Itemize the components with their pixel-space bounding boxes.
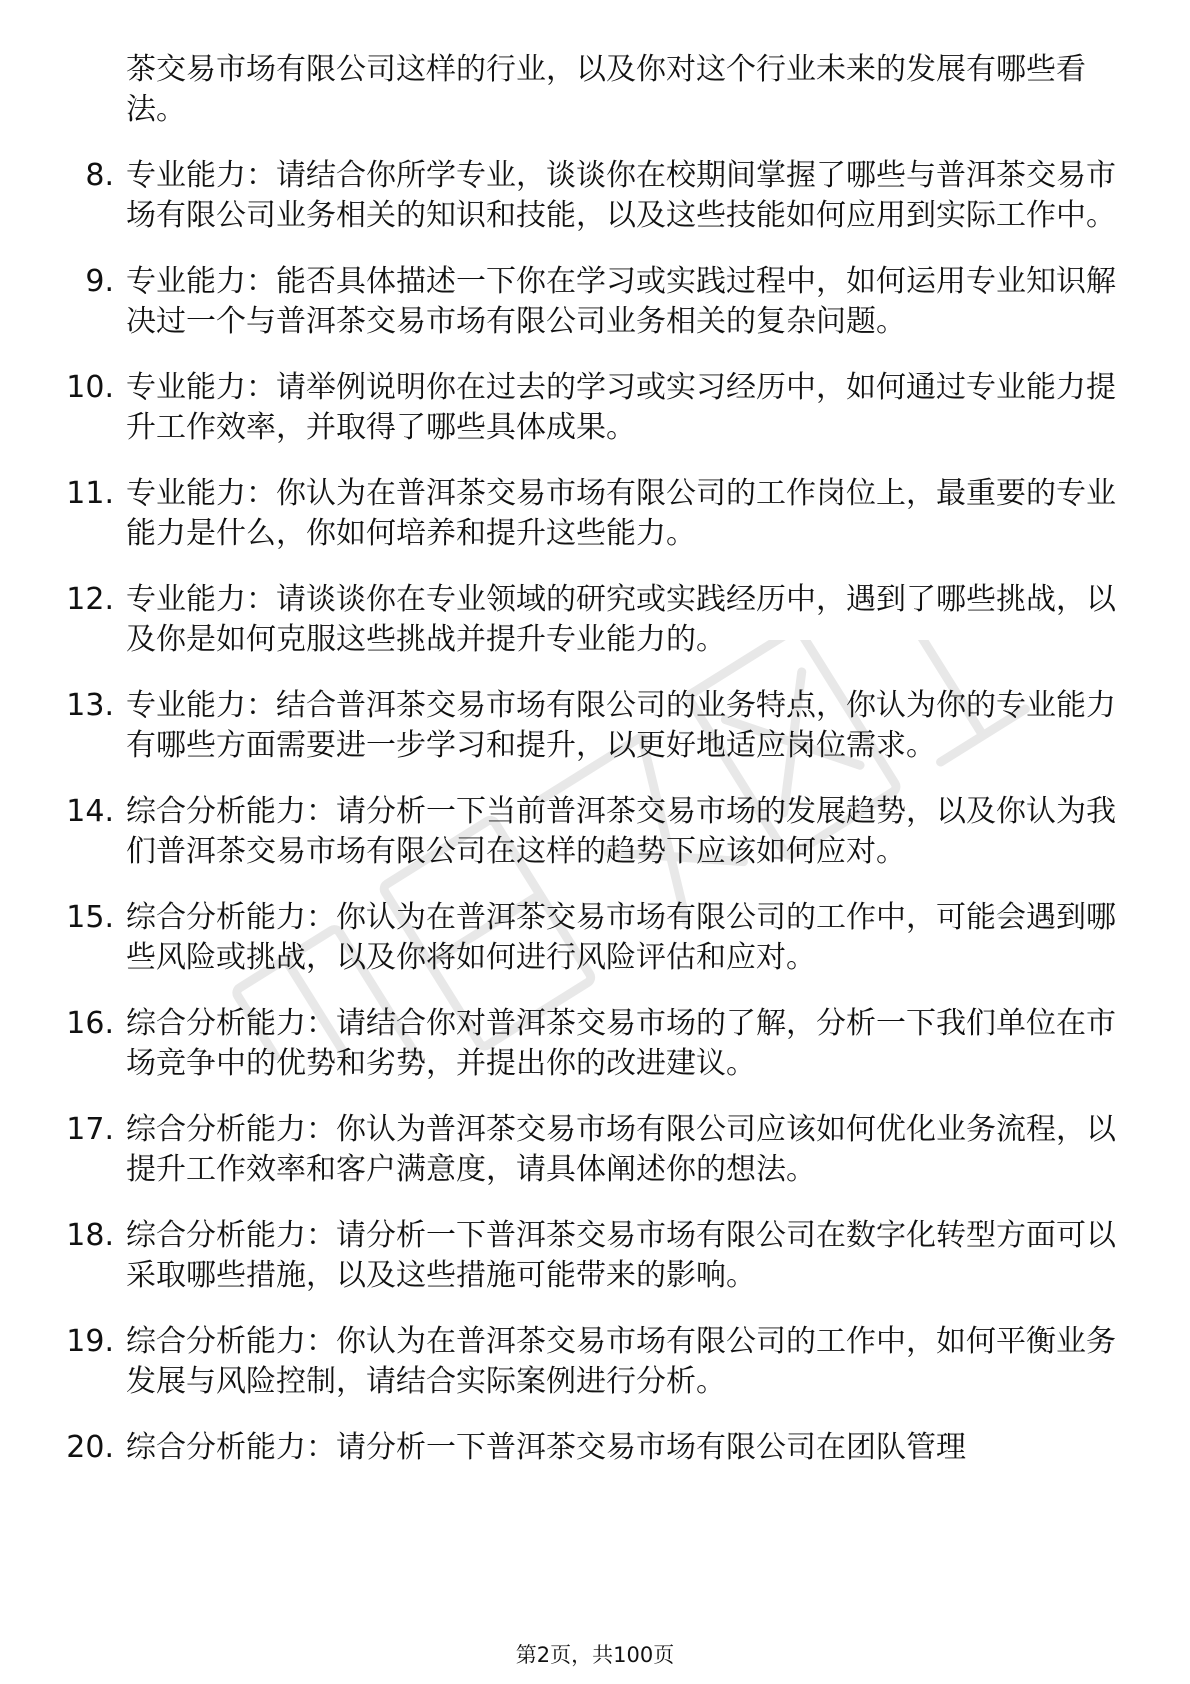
question-item xyxy=(66,1322,1116,1402)
question-item xyxy=(66,1216,1116,1296)
question-number: 12. xyxy=(66,582,114,617)
question-text: 专业能力：请结合你所学专业，谈谈你在校期间掌握了哪些与普洱茶交易市场有限公司业务相关的知识和技能，以及这些技能如何应用到实际工作中。 xyxy=(126,158,1116,233)
question-item xyxy=(85,156,1116,236)
question-list xyxy=(0,50,1190,1494)
question-number: 20. xyxy=(66,1430,114,1465)
question-number: 8. xyxy=(85,158,114,193)
question-text: 专业能力：你认为在普洱茶交易市场有限公司的工作岗位上，最重要的专业能力是什么，你如何培养和提升这些能力。 xyxy=(126,476,1116,551)
question-item xyxy=(66,1110,1116,1190)
question-number: 11. xyxy=(66,476,114,511)
question-number: 10. xyxy=(66,370,114,405)
question-item xyxy=(66,474,1116,554)
continuation-text: 茶交易市场有限公司这样的行业，以及你对这个行业未来的发展有哪些看法。 xyxy=(126,52,1086,127)
question-item xyxy=(66,898,1116,978)
question-text: 专业能力：请谈谈你在专业领域的研究或实践经历中，遇到了哪些挑战，以及你是如何克服这些挑战并提升专业能力的。 xyxy=(126,582,1116,657)
question-number: 17. xyxy=(66,1112,114,1147)
question-item xyxy=(66,1004,1116,1084)
question-text: 综合分析能力：你认为普洱茶交易市场有限公司应该如何优化业务流程，以提升工作效率和客户满意度，请具体阐述你的想法。 xyxy=(126,1112,1116,1187)
question-text: 专业能力：结合普洱茶交易市场有限公司的业务特点，你认为你的专业能力有哪些方面需要进一步学习和提升，以更好地适应岗位需求。 xyxy=(126,688,1116,763)
question-item xyxy=(66,792,1116,872)
question-number: 15. xyxy=(66,900,114,935)
question-number: 9. xyxy=(85,264,114,299)
question-number: 16. xyxy=(66,1006,114,1041)
page-footer: 第2页，共100页 xyxy=(515,1643,675,1667)
question-text: 专业能力：能否具体描述一下你在学习或实践过程中，如何运用专业知识解决过一个与普洱茶交易市场有限公司业务相关的复杂问题。 xyxy=(126,264,1116,339)
question-text: 专业能力：请举例说明你在过去的学习或实习经历中，如何通过专业能力提升工作效率，并取得了哪些具体成果。 xyxy=(126,370,1116,445)
question-text: 综合分析能力：你认为在普洱茶交易市场有限公司的工作中，如何平衡业务发展与风险控制，请结合实际案例进行分析。 xyxy=(126,1324,1116,1399)
question-item xyxy=(66,580,1116,660)
question-number: 18. xyxy=(66,1218,114,1253)
question-number: 13. xyxy=(66,688,114,723)
question-text: 综合分析能力：请分析一下普洱茶交易市场有限公司在团队管理 xyxy=(126,1430,966,1465)
question-number: 19. xyxy=(66,1324,114,1359)
question-item xyxy=(66,1428,1116,1468)
question-text: 综合分析能力：请分析一下普洱茶交易市场有限公司在数字化转型方面可以采取哪些措施，以及这些措施可能带来的影响。 xyxy=(126,1218,1116,1293)
question-item xyxy=(85,262,1116,342)
question-item xyxy=(66,686,1116,766)
question-text: 综合分析能力：请结合你对普洱茶交易市场的了解，分析一下我们单位在市场竞争中的优势和劣势，并提出你的改进建议。 xyxy=(126,1006,1116,1081)
question-number: 14. xyxy=(66,794,114,829)
question-item xyxy=(66,368,1116,448)
question-text: 综合分析能力：请分析一下当前普洱茶交易市场的发展趋势，以及你认为我们普洱茶交易市场有限公司在这样的趋势下应该如何应对。 xyxy=(126,794,1116,869)
question-text: 综合分析能力：你认为在普洱茶交易市场有限公司的工作中，可能会遇到哪些风险或挑战，以及你将如何进行风险评估和应对。 xyxy=(126,900,1116,975)
